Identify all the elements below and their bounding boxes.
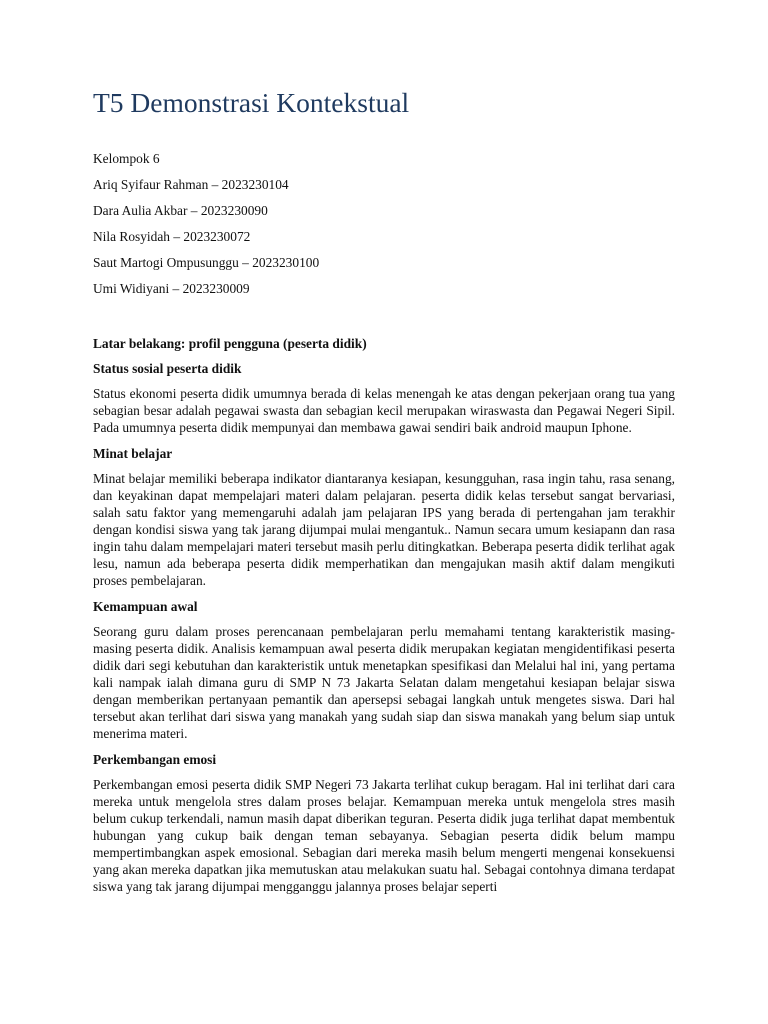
group-label: Kelompok 6 [93, 151, 160, 166]
background-heading: Latar belakang: profil pengguna (peserta didik) [93, 336, 367, 351]
member-item: Nila Rosyidah – 2023230072 [93, 229, 251, 244]
section-heading-kemampuan: Kemampuan awal [93, 599, 198, 614]
section-heading-status: Status sosial peserta didik [93, 361, 242, 376]
section-text-kemampuan: Seorang guru dalam proses perencanaan pembelajaran perlu memahami tentang karakteristik masing-masing peserta didik. Analisis kemampuan awal peserta didik merupakan kegiatan mengidentifikasi peserta didik dari segi kebutuhan dan karakteristik untuk menetapkan spesifikasi dan Melalui hal ini, yang pertama kali nampak ialah dimana guru di SMP N 73 Jakarta Selatan dalam mengetahui kesiapan belajar siswa dengan memberikan pertanyaan pemantik dan apersepsi sebagai langkah untuk mengetes siswa. Dari hal tersebut akan terlihat dari siswa yang manakah yang sudah siap dan siswa manakah yang belum siap untuk menerima materi. [93, 624, 675, 741]
section-text-emosi: Perkembangan emosi peserta didik SMP Negeri 73 Jakarta terlihat cukup beragam. Hal ini terlihat dari cara mereka untuk mengelola stres dalam proses belajar. Kemampuan mereka untuk mengelola stres masih belum cukup terkendali, namun masih dapat diberikan teguran. Peserta didik juga terlihat dapat membentuk hubungan yang cukup baik dengan teman sebayanya. Sebagian peserta didik belum mampu mempertimbangkan aspek emosional. Sebagian dari mereka masih belum mengerti mengenai konsekuensi yang akan mereka dapatkan jika memutuskan atau melakukan suatu hal. Sebagai contohnya dimana terdapat siswa yang tak jarang dijumpai mengganggu jalannya proses belajar seperti [93, 777, 675, 894]
member-item: Ariq Syifaur Rahman – 2023230104 [93, 177, 289, 192]
member-item: Umi Widiyani – 2023230009 [93, 281, 250, 296]
section-text-minat: Minat belajar memiliki beberapa indikator diantaranya kesiapan, kesungguhan, rasa ingin tahu, rasa senang, dan keyakinan dapat mempelajari materi dalam pelajaran. peserta didik kelas tersebut sangat bervariasi, salah satu faktor yang memengaruhi adalah jam pelajaran IPS yang berada di pertengahan jam terakhir dengan kondisi siswa yang tak jarang dijumpai mulai mengantuk.. Namun secara umum kesiapann dan rasa ingin tahu dalam mempelajari materi tersebut masih perlu ditingkatkan. Beberapa peserta didik terlihat agak lesu, namun ada beberapa peserta didik memperhatikan dan mengajukan masih aktif dalam mengikuti proses pembelajaran. [93, 471, 675, 588]
member-list [93, 150, 319, 306]
member-item: Saut Martogi Ompusunggu – 2023230100 [93, 255, 320, 270]
member-item: Dara Aulia Akbar – 2023230090 [93, 203, 268, 218]
document-title: T5 Demonstrasi Kontekstual [93, 87, 410, 118]
document-body [93, 335, 675, 904]
section-text-status: Status ekonomi peserta didik umumnya berada di kelas menengah ke atas dengan pekerjaan orang tua yang sebagian besar adalah pegawai swasta dan sebagian kecil merupakan wiraswasta dan Pegawai Negeri Sipil. Pada umumnya peserta didik mempunyai dan membawa gawai sendiri baik android maupun Iphone. [93, 386, 675, 435]
section-heading-emosi: Perkembangan emosi [93, 752, 217, 767]
section-heading-minat: Minat belajar [93, 446, 173, 461]
